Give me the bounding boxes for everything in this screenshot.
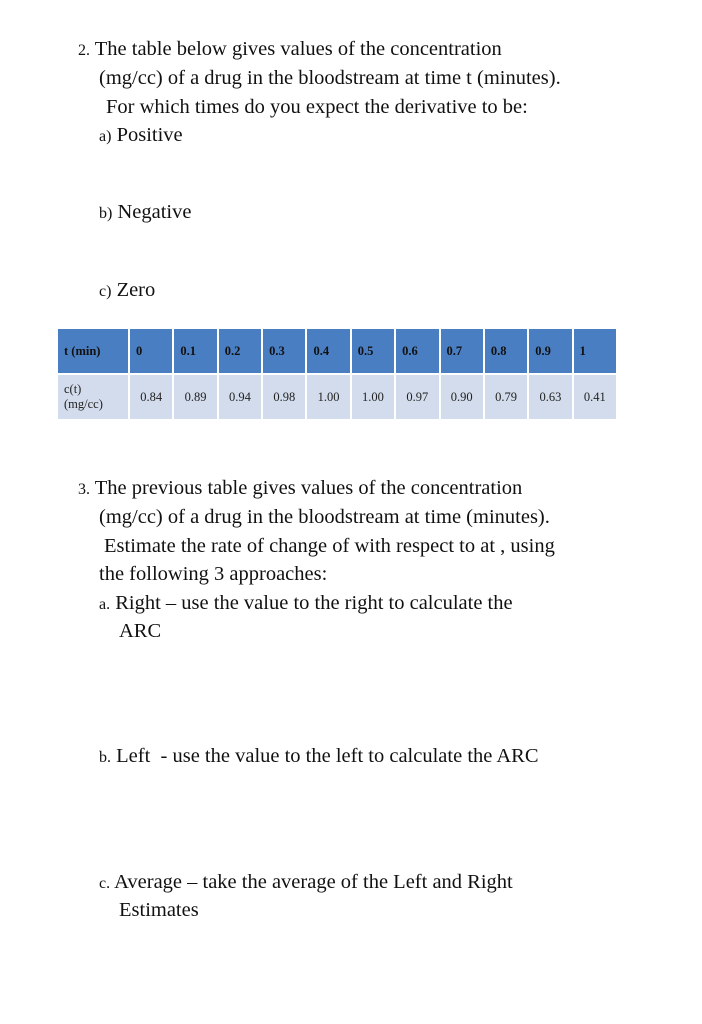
question-2-number: 2.	[78, 42, 90, 59]
question-3-line-3: Estimate the rate of change of with respect to at , using	[104, 535, 555, 557]
table-header-cell: 0.3	[263, 329, 305, 373]
table-header-cell: 0.5	[352, 329, 394, 373]
table-cell: 0.98	[263, 375, 305, 419]
table-header-cell: 0.2	[219, 329, 261, 373]
table-header-cell: 0.8	[485, 329, 527, 373]
table-header-label: t (min)	[58, 329, 128, 373]
table-cell: 1.00	[352, 375, 394, 419]
table-header-cell: 0.9	[529, 329, 571, 373]
question-2-part-b: b) Negative	[99, 201, 192, 223]
question-2-line-3: For which times do you expect the derivative to be:	[106, 96, 528, 118]
question-3-part-c-continued: Estimates	[119, 899, 199, 921]
table-cell: 0.84	[130, 375, 172, 419]
table-header-cell: 1	[574, 329, 616, 373]
table-header-cell: 0.7	[441, 329, 483, 373]
table-header-cell: 0.1	[174, 329, 216, 373]
concentration-table	[56, 327, 618, 421]
question-3-part-a: a. Right – use the value to the right to calculate the	[99, 592, 513, 614]
table-row-label: c(t) (mg/cc)	[58, 375, 128, 419]
table-cell: 0.63	[529, 375, 571, 419]
table-cell: 0.94	[219, 375, 261, 419]
table-cell: 0.41	[574, 375, 616, 419]
question-3-part-a-continued: ARC	[119, 620, 162, 642]
table-cell: 0.90	[441, 375, 483, 419]
question-3-line-1: 3. The previous table gives values of the concentration	[78, 477, 523, 499]
question-3-part-c: c. Average – take the average of the Left and Right	[99, 871, 513, 893]
question-3-number: 3.	[78, 481, 90, 498]
table-cell: 0.97	[396, 375, 438, 419]
table-header-cell: 0.6	[396, 329, 438, 373]
table-cell: 0.79	[485, 375, 527, 419]
question-2-line-1: 2. The table below gives values of the concentration	[78, 38, 502, 60]
table-header-cell: 0.4	[307, 329, 349, 373]
table-cell: 0.89	[174, 375, 216, 419]
question-3-part-b: b. Left - use the value to the left to calculate the ARC	[99, 745, 539, 767]
table-header-row	[58, 329, 616, 373]
table-row	[58, 375, 616, 419]
question-2-part-a: a) Positive	[99, 124, 183, 146]
question-3-line-4: the following 3 approaches:	[99, 563, 328, 585]
question-2-line-2: (mg/cc) of a drug in the bloodstream at time t (minutes).	[99, 67, 561, 89]
question-3-line-2: (mg/cc) of a drug in the bloodstream at time (minutes).	[99, 506, 550, 528]
table-cell: 1.00	[307, 375, 349, 419]
table-header-cell: 0	[130, 329, 172, 373]
question-2-part-c: c) Zero	[99, 279, 156, 301]
